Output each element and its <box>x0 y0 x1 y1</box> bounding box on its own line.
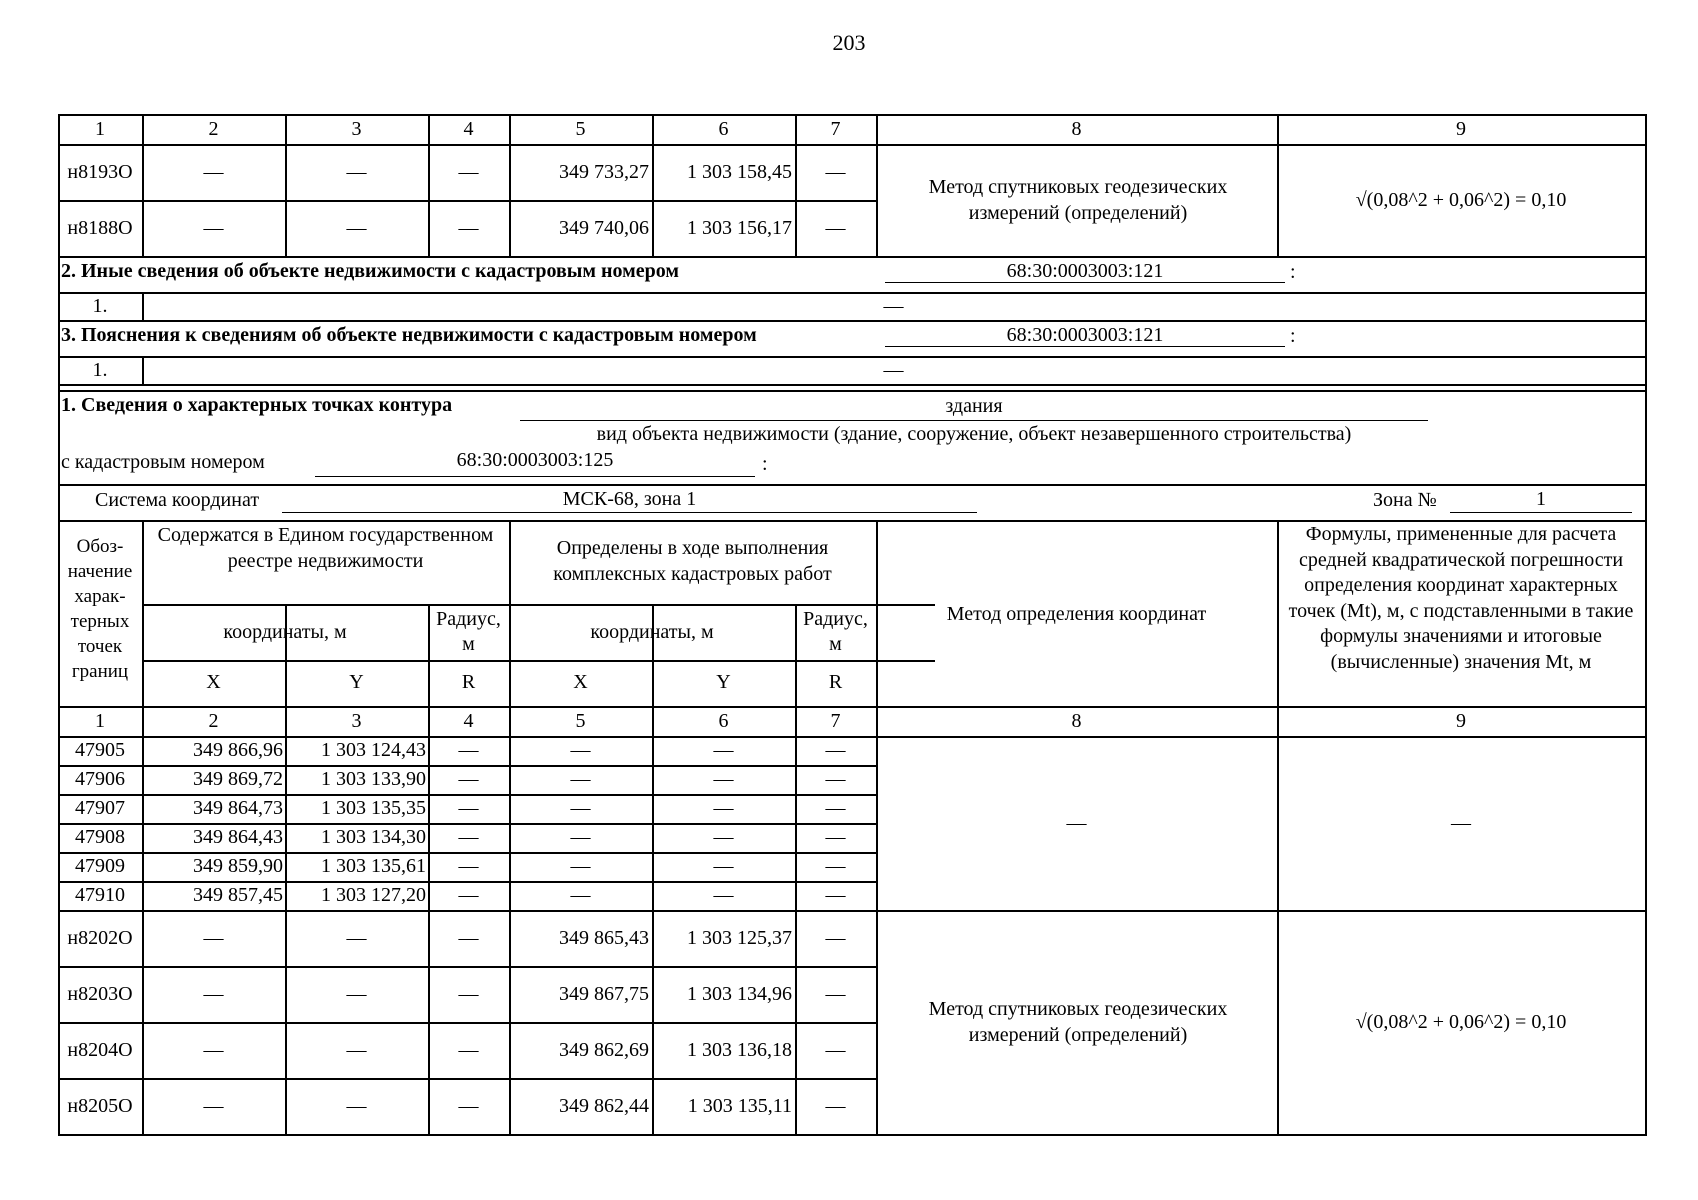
colon: : <box>762 453 768 475</box>
header-formulas: Формулы, примененные для расчета средней квадратической погрешности определения координат характерных точек (Mt), м, с подставленными в такие формулы значениями и итоговые (вычисленные) значения Mt, м <box>1288 523 1634 673</box>
table-cell: — <box>825 161 846 183</box>
row-divider <box>58 966 878 968</box>
table-cell: — <box>346 217 367 239</box>
radius: — <box>458 884 479 906</box>
radius: — <box>825 768 846 790</box>
radius: — <box>458 826 479 848</box>
table-cell: — <box>203 1039 224 1061</box>
colon: : <box>1290 261 1296 283</box>
table-cell: — <box>458 1095 479 1117</box>
table-cell: — <box>346 983 367 1005</box>
coord-y: 1 303 135,35 <box>321 797 426 819</box>
coord-x: 349 864,73 <box>193 797 283 819</box>
header-egrn-group: Содержатся в Едином государственном реестре недвижимости <box>157 524 494 572</box>
header-r: R <box>828 671 843 693</box>
header-radius: Радиус, м <box>436 608 501 655</box>
zone-number: 1 <box>1536 488 1546 510</box>
section-2-title: 2. Иные сведения об объекте недвижимости с кадастровым номером <box>61 260 680 282</box>
col-number: 5 <box>575 710 586 732</box>
coord-x: — <box>570 768 591 790</box>
coord-x: — <box>570 826 591 848</box>
coord-y: 1 303 133,90 <box>321 768 426 790</box>
coord-x: 349 857,45 <box>193 884 283 906</box>
col-number: 7 <box>830 118 841 140</box>
point-id: н8193О <box>67 161 133 183</box>
table-row <box>58 736 876 765</box>
page-number: 203 <box>832 30 866 55</box>
field-underline <box>282 512 977 513</box>
col-number: 5 <box>575 118 586 140</box>
cadastral-label: с кадастровым номером <box>61 451 265 473</box>
coord-x: 349 864,43 <box>193 826 283 848</box>
table-row <box>58 852 876 881</box>
table-row <box>58 881 876 910</box>
col-number: 9 <box>1456 118 1466 140</box>
col-number: 3 <box>351 710 362 732</box>
col-number: 3 <box>351 118 362 140</box>
header-kkr-group: Определены в ходе выполнения комплексных кадастровых работ <box>553 537 832 585</box>
point-id: 47910 <box>75 884 125 906</box>
table-cell: — <box>825 983 846 1005</box>
coord-system: МСК-68, зона 1 <box>562 488 697 510</box>
table-cell: — <box>458 927 479 949</box>
item-number: 1. <box>92 359 108 381</box>
col-number: 4 <box>463 710 474 732</box>
object-kind: здания <box>945 395 1003 417</box>
formula-text: √(0,08^2 + 0,06^2) = 0,10 <box>1355 189 1567 211</box>
table-border-bottom <box>58 1134 1647 1136</box>
point-id: н8204О <box>67 1039 133 1061</box>
point-id: н8205О <box>67 1095 133 1117</box>
table-cell: — <box>825 217 846 239</box>
table-cell: — <box>825 927 846 949</box>
cadastral-number: 68:30:0003003:121 <box>1006 324 1164 346</box>
header-r: R <box>461 671 476 693</box>
coord-x: — <box>570 855 591 877</box>
col-number: 8 <box>1071 118 1082 140</box>
table-cell: — <box>346 927 367 949</box>
cadastral-number: 68:30:0003003:125 <box>456 449 614 471</box>
section-1-title: 1. Сведения о характерных точках контура <box>61 394 453 416</box>
point-id: н8203О <box>67 983 133 1005</box>
header-x: X <box>573 671 588 693</box>
table-cell: — <box>458 1039 479 1061</box>
row-divider <box>58 1078 878 1080</box>
coord-y: — <box>713 855 734 877</box>
table-cell: — <box>458 161 479 183</box>
object-kind-caption: вид объекта недвижимости (здание, сооружение, объект незавершенного строительства) <box>596 423 1352 445</box>
coord-y: 1 303 156,17 <box>687 217 792 239</box>
coord-y: 1 303 136,18 <box>687 1039 792 1061</box>
coord-y: 1 303 134,30 <box>321 826 426 848</box>
header-coords: координаты, м <box>223 621 347 643</box>
point-id: 47909 <box>75 855 125 877</box>
header-radius: Радиус, м <box>803 608 868 655</box>
row-divider <box>142 660 935 662</box>
col-number: 7 <box>830 710 841 732</box>
point-id: н8202О <box>67 927 133 949</box>
coord-y: 1 303 135,11 <box>687 1095 792 1117</box>
coord-y: — <box>713 768 734 790</box>
coord-y: — <box>713 797 734 819</box>
field-underline <box>315 476 755 477</box>
points-method: — <box>1066 812 1087 834</box>
formula-text: √(0,08^2 + 0,06^2) = 0,10 <box>1355 1011 1567 1033</box>
table-cell: — <box>346 1095 367 1117</box>
method-text: Метод спутниковых геодезических измерений (определений) <box>928 998 1228 1046</box>
coord-x: 349 862,69 <box>559 1039 649 1061</box>
table-cell: — <box>346 161 367 183</box>
row-divider <box>58 200 878 202</box>
coord-x: 349 865,43 <box>559 927 649 949</box>
row-divider <box>142 604 935 606</box>
field-underline <box>1450 512 1632 513</box>
radius: — <box>825 884 846 906</box>
table-cell: — <box>203 927 224 949</box>
table-cell: — <box>825 1095 846 1117</box>
point-id: 47907 <box>75 797 125 819</box>
coord-x: — <box>570 739 591 761</box>
header-coords: координаты, м <box>590 621 714 643</box>
table-cell: — <box>458 983 479 1005</box>
coord-x: 349 733,27 <box>559 161 649 183</box>
coord-y: — <box>713 826 734 848</box>
table-row <box>58 794 876 823</box>
coord-y: 1 303 127,20 <box>321 884 426 906</box>
header-method: Метод определения координат <box>946 603 1207 625</box>
coord-y: 1 303 124,43 <box>321 739 426 761</box>
table-cell: — <box>458 217 479 239</box>
col-number: 6 <box>718 710 729 732</box>
point-id: 47905 <box>75 739 125 761</box>
radius: — <box>458 768 479 790</box>
coord-x: — <box>570 884 591 906</box>
coord-x: 349 867,75 <box>559 983 649 1005</box>
coord-y: 1 303 158,45 <box>687 161 792 183</box>
table-cell: — <box>825 1039 846 1061</box>
cadastral-table <box>58 114 1647 1134</box>
col-number: 4 <box>463 118 474 140</box>
table-cell: — <box>203 217 224 239</box>
coord-x: 349 740,06 <box>559 217 649 239</box>
cadastral-number: 68:30:0003003:121 <box>1006 260 1164 282</box>
coord-x: 349 866,96 <box>193 739 283 761</box>
radius: — <box>825 797 846 819</box>
table-cell: — <box>203 1095 224 1117</box>
item-value: — <box>883 295 904 317</box>
row-divider <box>58 144 1647 146</box>
header-y: Y <box>716 671 731 693</box>
col-number: 6 <box>718 118 729 140</box>
radius: — <box>458 855 479 877</box>
col-number: 9 <box>1456 710 1466 732</box>
item-number: 1. <box>92 295 108 317</box>
coord-y: — <box>713 739 734 761</box>
row-divider <box>58 1022 878 1024</box>
coord-y: 1 303 135,61 <box>321 855 426 877</box>
radius: — <box>825 826 846 848</box>
coord-x: 349 862,44 <box>559 1095 649 1117</box>
method-text: Метод спутниковых геодезических измерений (определений) <box>928 176 1228 224</box>
colon: : <box>1290 325 1296 347</box>
radius: — <box>825 739 846 761</box>
row-divider <box>58 910 1647 912</box>
section-3-title: 3. Пояснения к сведениям об объекте недвижимости с кадастровым номером <box>61 324 757 346</box>
coord-x: — <box>570 797 591 819</box>
row-divider <box>58 384 1647 386</box>
table-cell: — <box>346 1039 367 1061</box>
header-y: Y <box>349 671 364 693</box>
table-border-right <box>1645 114 1647 1136</box>
col-number: 1 <box>95 710 105 732</box>
coord-y: 1 303 134,96 <box>687 983 792 1005</box>
col-number: 1 <box>95 118 105 140</box>
radius: — <box>458 797 479 819</box>
table-row <box>58 823 876 852</box>
points-rows <box>58 736 876 910</box>
table-cell: — <box>203 983 224 1005</box>
point-id: 47908 <box>75 826 125 848</box>
coord-x: 349 859,90 <box>193 855 283 877</box>
col-number: 8 <box>1071 710 1082 732</box>
table-cell: — <box>203 161 224 183</box>
col-number: 2 <box>208 118 219 140</box>
col-number: 2 <box>208 710 219 732</box>
coord-system-label: Система координат <box>95 489 260 511</box>
radius: — <box>825 855 846 877</box>
header-x: X <box>206 671 221 693</box>
table-row <box>58 765 876 794</box>
point-id: н8188О <box>67 217 133 239</box>
header-point-designation: Обоз- начение харак- терных точек границ <box>67 536 133 682</box>
points-formula: — <box>1451 812 1471 834</box>
point-id: 47906 <box>75 768 125 790</box>
radius: — <box>458 739 479 761</box>
item-value: — <box>883 359 904 381</box>
coord-y: 1 303 125,37 <box>687 927 792 949</box>
coord-y: — <box>713 884 734 906</box>
coord-x: 349 869,72 <box>193 768 283 790</box>
zone-label: Зона № <box>1373 489 1437 511</box>
